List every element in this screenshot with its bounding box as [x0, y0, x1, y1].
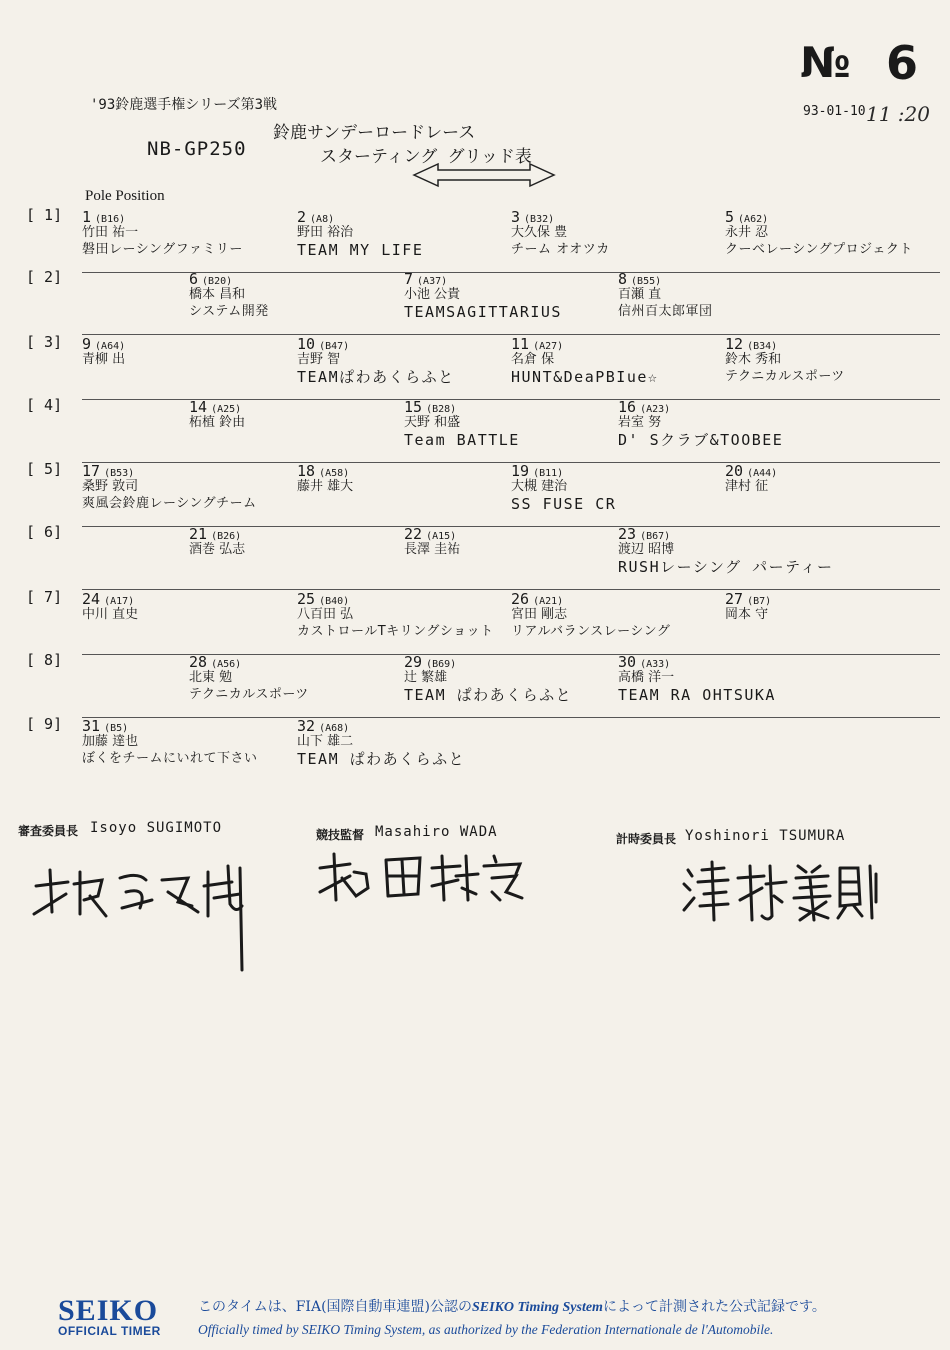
- grid-position: 7: [404, 270, 414, 288]
- grid-entry-header: [82, 336, 125, 353]
- grid-entry: [725, 591, 771, 625]
- team-name: TEAM ぱわあくらふと: [404, 686, 573, 704]
- team-name: 爽風会鈴鹿レーシングチーム: [82, 496, 257, 511]
- car-code: (B5): [104, 723, 129, 734]
- timing-notice-jp-post: によって計測された公式記録です。: [602, 1299, 826, 1315]
- car-code: (B32): [524, 214, 555, 225]
- team-name: TEAMぱわあくらふと: [297, 368, 455, 386]
- grid-row-label: [ 3]: [26, 333, 63, 351]
- grid-row-label: [ 1]: [26, 206, 63, 224]
- car-code: (B28): [426, 404, 457, 415]
- grid-position: 22: [404, 525, 423, 543]
- grid-entry: [725, 209, 913, 256]
- grid-entry: [297, 336, 455, 385]
- class-name: NB-GP250: [147, 138, 247, 160]
- car-code: (A44): [747, 468, 778, 479]
- timing-notice-jp-brand: SEIKO Timing System: [472, 1300, 603, 1315]
- grid-entry-header: [511, 336, 658, 353]
- grid-entry: [511, 336, 658, 385]
- grid-entry-header: [725, 336, 845, 353]
- grid-position: 23: [618, 525, 637, 543]
- grid-entry: [511, 463, 616, 512]
- grid-position: 19: [511, 462, 530, 480]
- car-code: (A25): [211, 404, 242, 415]
- grid-entry: [404, 526, 460, 560]
- car-code: (A8): [310, 214, 335, 225]
- team-name: システム開発: [189, 304, 269, 319]
- car-code: (B53): [104, 468, 135, 479]
- timing-notice-english: Officially timed by SEIKO Timing System, as authorized by the Federation Internationale de l'Automobile.: [198, 1322, 774, 1337]
- car-code: (B40): [319, 596, 350, 607]
- driver-name: 藤井 雄大: [297, 479, 354, 494]
- team-name: RUSHレーシング パーティー: [618, 558, 834, 576]
- driver-name: 小池 公貴: [404, 287, 461, 302]
- driver-name: 大久保 豊: [511, 225, 568, 240]
- car-code: (B26): [211, 531, 242, 542]
- official-name-clerk-of-course: Masahiro WADA: [375, 824, 498, 840]
- grid-position: 24: [82, 590, 101, 608]
- grid-entry-header: [511, 209, 610, 226]
- driver-name: 吉野 智: [297, 352, 341, 367]
- car-code: (B69): [426, 659, 457, 670]
- grid-entry-header: [404, 654, 572, 671]
- grid-entry-header: [82, 718, 258, 735]
- team-name: テクニカルスポーツ: [725, 369, 845, 384]
- team-name: チーム オオツカ: [511, 242, 610, 257]
- seiko-logo: SEIKO: [58, 1294, 159, 1327]
- grid-entry-header: [404, 526, 460, 543]
- grid-entry-header: [725, 591, 771, 608]
- grid-position: 26: [511, 590, 530, 608]
- grid-entry: [82, 336, 125, 370]
- series-title: '93鈴鹿選手権シリーズ第3戦: [90, 97, 278, 113]
- driver-name: 加藤 達也: [82, 734, 139, 749]
- team-name: 信州百太郎軍団: [618, 304, 713, 319]
- grid-entry: [82, 718, 258, 765]
- grid-entry: [189, 526, 245, 560]
- grid-row-label: [ 7]: [26, 588, 63, 606]
- car-code: (B16): [95, 214, 126, 225]
- driver-name: 山下 雄二: [297, 734, 354, 749]
- grid-position: 16: [618, 398, 637, 416]
- grid-entry-header: [82, 209, 243, 226]
- stamp-date: 93-01-10: [803, 104, 866, 119]
- grid-entry-header: [189, 526, 245, 543]
- driver-name: 青柳 出: [82, 352, 126, 367]
- grid-entry: [82, 209, 243, 256]
- grid-position: 31: [82, 717, 101, 735]
- grid-entry: [189, 399, 245, 433]
- grid-position: 32: [297, 717, 316, 735]
- team-name: 磐田レーシングファミリー: [82, 242, 243, 257]
- grid-entry-header: [725, 463, 777, 480]
- grid-entry: [404, 271, 562, 320]
- grid-position: 14: [189, 398, 208, 416]
- team-name: リアルバランスレーシング: [511, 624, 671, 639]
- document-number: 6: [886, 36, 919, 90]
- car-code: (B47): [319, 341, 350, 352]
- grid-entry-header: [618, 399, 783, 416]
- team-name: TEAM MY LIFE: [297, 241, 424, 259]
- grid-entry-header: [404, 271, 562, 288]
- driver-name: 鈴木 秀和: [725, 352, 782, 367]
- grid-row-label: [ 2]: [26, 268, 63, 286]
- team-name: TEAMSAGITTARIUS: [404, 303, 562, 321]
- grid-entry-header: [189, 271, 269, 288]
- grid-entry-header: [511, 463, 616, 480]
- grid-entry: [404, 654, 572, 703]
- driver-name: 名倉 保: [511, 352, 555, 367]
- grid-entry-header: [297, 209, 423, 226]
- grid-entry: [618, 526, 833, 575]
- grid-entry: [297, 718, 465, 767]
- car-code: (A21): [533, 596, 564, 607]
- car-code: (A23): [640, 404, 671, 415]
- grid-entry: [189, 654, 309, 701]
- driver-name: 桑野 敦司: [82, 479, 139, 494]
- official-timer-label: OFFICIAL TIMER: [58, 1324, 161, 1338]
- team-name: クーベレーシングプロジェクト: [725, 242, 913, 257]
- car-code: (A27): [533, 341, 564, 352]
- grid-position: 18: [297, 462, 316, 480]
- grid-entry-header: [82, 591, 138, 608]
- grid-entry: [511, 209, 610, 256]
- grid-position: 21: [189, 525, 208, 543]
- grid-position: 28: [189, 653, 208, 671]
- grid-position: 12: [725, 335, 744, 353]
- grid-position: 9: [82, 335, 92, 353]
- timing-notice-japanese: [198, 1296, 826, 1316]
- grid-entry-header: [82, 463, 257, 480]
- signature-wada: [316, 848, 536, 908]
- driver-name: 宮田 剛志: [511, 607, 568, 622]
- official-name-chief-timekeeper: Yoshinori TSUMURA: [685, 828, 846, 844]
- car-code: (A56): [211, 659, 242, 670]
- grid-entry: [404, 399, 520, 448]
- grid-position: 3: [511, 208, 521, 226]
- grid-position: 17: [82, 462, 101, 480]
- car-code: (A64): [95, 341, 126, 352]
- driver-name: 岡本 守: [725, 607, 769, 622]
- car-code: (A58): [319, 468, 350, 479]
- grid-entry-header: [297, 591, 494, 608]
- grid-entry-header: [618, 271, 713, 288]
- stamp-time-handwritten: 11 :20: [866, 102, 930, 126]
- team-name: カストロールTキリングショット: [297, 624, 494, 639]
- grid-entry-header: [404, 399, 520, 416]
- team-name: テクニカルスポーツ: [189, 687, 309, 702]
- grid-entry: [82, 463, 257, 510]
- driver-name: 北東 勉: [189, 670, 233, 685]
- grid-entry: [82, 591, 138, 625]
- official-title-chief-steward: 審査委員長: [18, 824, 79, 838]
- driver-name: 橋本 昌和: [189, 287, 246, 302]
- car-code: (B34): [747, 341, 778, 352]
- grid-entry-header: [618, 526, 833, 543]
- driver-name: 酒巻 弘志: [189, 542, 246, 557]
- team-name: TEAM ぱわあくらふと: [297, 750, 466, 768]
- grid-position: 15: [404, 398, 423, 416]
- grid-position: 5: [725, 208, 735, 226]
- car-code: (B20): [202, 276, 233, 287]
- grid-entry-header: [189, 399, 245, 416]
- grid-row-label: [ 6]: [26, 523, 63, 541]
- document-number-label: №: [800, 38, 849, 87]
- car-code: (A62): [738, 214, 769, 225]
- grid-entry: [297, 463, 353, 497]
- official-name-chief-steward: Isoyo SUGIMOTO: [90, 820, 223, 836]
- grid-entry: [618, 399, 783, 448]
- signature-tsumura: [680, 856, 880, 926]
- grid-position: 10: [297, 335, 316, 353]
- driver-name: 野田 裕治: [297, 225, 354, 240]
- grid-position: 11: [511, 335, 530, 353]
- grid-entry-header: [297, 336, 455, 353]
- car-code: (B7): [747, 596, 772, 607]
- driver-name: 竹田 祐一: [82, 225, 139, 240]
- race-name: 鈴鹿サンデーロードレース: [273, 123, 476, 143]
- grid-entry: [511, 591, 670, 638]
- car-code: (A17): [104, 596, 135, 607]
- driver-name: 長澤 圭祐: [404, 542, 461, 557]
- team-name: Team BATTLE: [404, 431, 520, 449]
- grid-entry-header: [297, 718, 465, 735]
- grid-entry: [618, 654, 776, 703]
- driver-name: 中川 直史: [82, 607, 139, 622]
- direction-arrow-icon: [412, 162, 556, 188]
- car-code: (B11): [533, 468, 564, 479]
- team-name: HUNT&DeaPBIue☆: [511, 368, 659, 386]
- grid-entry-header: [511, 591, 670, 608]
- grid-position: 25: [297, 590, 316, 608]
- driver-name: 大槻 建治: [511, 479, 568, 494]
- grid-position: 8: [618, 270, 628, 288]
- official-title-clerk-of-course: 競技監督: [316, 828, 365, 842]
- grid-title: スターティング グリッド表: [320, 147, 532, 167]
- driver-name: 永井 忍: [725, 225, 769, 240]
- driver-name: 岩室 努: [618, 415, 662, 430]
- car-code: (B67): [640, 531, 671, 542]
- timing-notice-jp-pre: このタイムは、FIA(国際自動車連盟)公認の: [198, 1299, 472, 1315]
- grid-position: 30: [618, 653, 637, 671]
- grid-row-label: [ 4]: [26, 396, 63, 414]
- grid-entry: [297, 209, 423, 258]
- car-code: (A68): [319, 723, 350, 734]
- car-code: (B55): [631, 276, 662, 287]
- pole-position-label: Pole Position: [85, 188, 165, 204]
- grid-entry-header: [189, 654, 309, 671]
- driver-name: 柘植 鈴由: [189, 415, 246, 430]
- grid-row-label: [ 9]: [26, 715, 63, 733]
- official-title-chief-timekeeper: 計時委員長: [616, 832, 677, 846]
- grid-entry-header: [618, 654, 776, 671]
- team-name: D' Sクラブ&TOOBEE: [618, 431, 784, 449]
- driver-name: 渡辺 昭博: [618, 542, 675, 557]
- team-name: TEAM RA OHTSUKA: [618, 686, 776, 704]
- team-name: ぼくをチームにいれて下さい: [82, 751, 258, 766]
- driver-name: 辻 繁雄: [404, 670, 448, 685]
- driver-name: 高橋 洋一: [618, 670, 675, 685]
- grid-position: 20: [725, 462, 744, 480]
- grid-entry: [297, 591, 494, 638]
- signature-sugimoto: [28, 852, 268, 972]
- grid-entry-header: [297, 463, 353, 480]
- driver-name: 天野 和盛: [404, 415, 461, 430]
- grid-entry: [725, 336, 845, 383]
- grid-entry-header: [725, 209, 913, 226]
- grid-row-label: [ 5]: [26, 460, 63, 478]
- team-name: SS FUSE CR: [511, 495, 617, 513]
- grid-position: 1: [82, 208, 92, 226]
- car-code: (A37): [417, 276, 448, 287]
- grid-row-label: [ 8]: [26, 651, 63, 669]
- car-code: (A15): [426, 531, 457, 542]
- driver-name: 百瀬 直: [618, 287, 662, 302]
- grid-entry: [189, 271, 269, 318]
- grid-entry: [618, 271, 713, 318]
- grid-position: 2: [297, 208, 307, 226]
- driver-name: 津村 征: [725, 479, 769, 494]
- grid-position: 29: [404, 653, 423, 671]
- grid-position: 6: [189, 270, 199, 288]
- car-code: (A33): [640, 659, 671, 670]
- grid-position: 27: [725, 590, 744, 608]
- driver-name: 八百田 弘: [297, 607, 354, 622]
- grid-entry: [725, 463, 777, 497]
